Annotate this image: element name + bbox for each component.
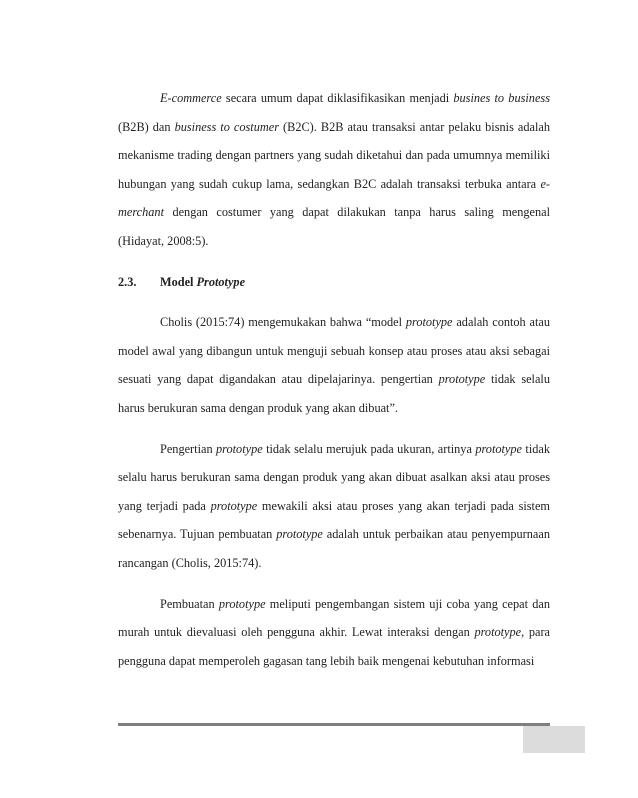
italic-term: prototype bbox=[276, 527, 323, 542]
text-run: (B2B) dan bbox=[118, 119, 175, 134]
italic-term: e-merchant bbox=[118, 176, 550, 220]
italic-term: E-commerce bbox=[160, 91, 222, 105]
italic-term: busines to business bbox=[453, 91, 550, 105]
italic-term: prototype bbox=[218, 596, 266, 611]
section-title-plain: Model bbox=[160, 274, 197, 289]
section-number: 2.3. bbox=[118, 274, 137, 289]
text-run: secara umum dapat diklasifikasikan menjadi bbox=[221, 91, 454, 105]
italic-term: prototype bbox=[474, 625, 522, 640]
italic-term: prototype bbox=[210, 498, 258, 513]
text-run: meliputi pengembangan sistem uji coba yang cepat dan murah untuk dievaluasi oleh pengguna akhir. Lewat interaksi dengan bbox=[118, 596, 551, 640]
text-run: , para pengguna dapat memperoleh gagasan tang lebih baik mengenai kebutuhan informasi bbox=[118, 625, 551, 668]
italic-term: prototype bbox=[438, 372, 486, 387]
paragraph-prototype-definition bbox=[118, 308, 550, 422]
text-run: Pengertian bbox=[160, 441, 216, 456]
section-heading bbox=[118, 268, 550, 297]
section-title-italic: Prototype bbox=[196, 274, 246, 289]
body-text bbox=[118, 84, 550, 675]
paragraph-ecommerce bbox=[118, 84, 550, 256]
text-run: (B2C). B2B atau transaksi antar pelaku bisnis adalah mekanisme trading dengan partners yang sudah diketahui dan pada umumnya memiliki hubungan yang sudah cukup lama, sedangkan B2C adalah transaksi terbuka antara bbox=[118, 119, 550, 191]
italic-term: prototype bbox=[216, 441, 263, 456]
italic-term: prototype bbox=[405, 315, 453, 330]
text-run: tidak selalu merujuk pada ukuran, artinya bbox=[262, 441, 476, 456]
text-run: Pembuatan bbox=[160, 596, 219, 611]
paragraph-prototype-development bbox=[118, 590, 550, 676]
paragraph-prototype-size bbox=[118, 435, 550, 578]
italic-term: business to costumer bbox=[174, 119, 279, 134]
text-run: dengan costumer yang dapat dilakukan tanpa harus saling mengenal (Hidayat, 2008:5). bbox=[118, 205, 550, 248]
text-run: Cholis (2015:74) mengemukakan bahwa “model bbox=[160, 315, 406, 330]
text-run: mewakili aksi atau proses yang akan terjadi pada sistem sebenarnya. Tujuan pembuatan bbox=[118, 498, 551, 542]
italic-term: prototype bbox=[475, 441, 522, 456]
text-run: adalah untuk perbaikan atau penyempurnaan rancangan (Cholis, 2015:74). bbox=[118, 527, 550, 570]
footer-rule bbox=[118, 723, 550, 726]
text-run: tidak selalu harus berukuran sama dengan produk yang akan dibuat”. bbox=[118, 372, 551, 415]
text-run: tidak selalu harus berukuran sama dengan produk yang akan dibuat asalkan aksi atau proses yang terjadi pada bbox=[118, 441, 550, 513]
text-run: adalah contoh atau model awal yang dibangun untuk menguji sebuah konsep atau proses atau aksi sebagai sesuati yang dapat digandakan atau dipelajarinya. pengertian bbox=[118, 315, 551, 387]
section-title bbox=[160, 268, 245, 297]
page-number-box bbox=[523, 726, 585, 753]
